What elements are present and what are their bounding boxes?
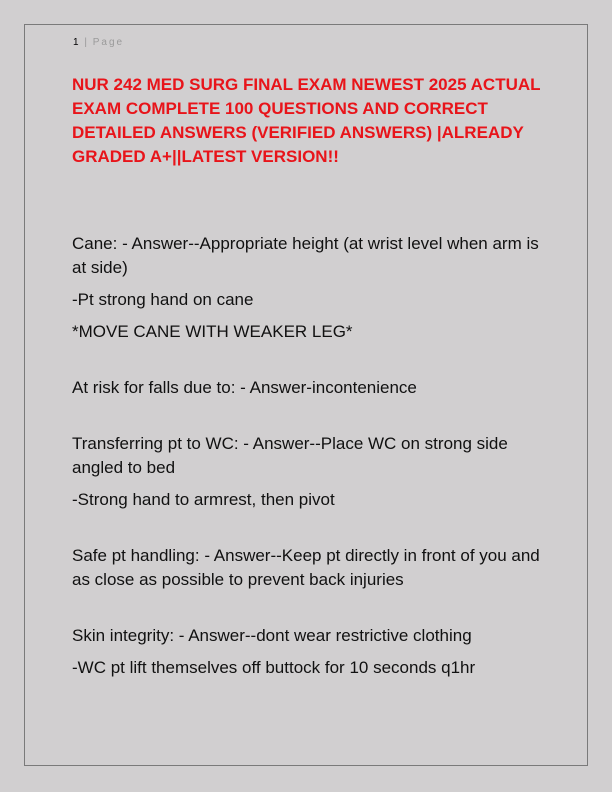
qa-line: Skin integrity: - Answer--dont wear restrictive clothing bbox=[72, 626, 472, 645]
qa-block-skin bbox=[72, 624, 552, 680]
qa-line: -Pt strong hand on cane bbox=[72, 290, 254, 309]
page-number-header bbox=[73, 37, 124, 48]
qa-line: -Strong hand to armrest, then pivot bbox=[72, 490, 335, 509]
qa-line: Safe pt handling: - Answer--Keep pt directly in front of you and as close as possible to prevent back injuries bbox=[72, 546, 540, 589]
qa-line: Transferring pt to WC: - Answer--Place WC on strong side angled to bed bbox=[72, 434, 508, 477]
page-word: Page bbox=[92, 37, 125, 48]
page-separator: | bbox=[84, 37, 88, 48]
qa-block-falls bbox=[72, 376, 552, 400]
qa-block-cane bbox=[72, 232, 552, 344]
document-title: NUR 242 MED SURG FINAL EXAM NEWEST 2025 ACTUAL EXAM COMPLETE 100 QUESTIONS AND CORRECT DETAILED ANSWERS (VERIFIED ANSWERS) |ALREADY GRADED A+||LATEST VERSION!! bbox=[72, 75, 541, 166]
qa-block-transfer bbox=[72, 432, 552, 512]
qa-line: At risk for falls due to: - Answer-incontenience bbox=[72, 378, 417, 397]
qa-line: -WC pt lift themselves off buttock for 10 seconds q1hr bbox=[72, 658, 476, 677]
document-page bbox=[24, 24, 588, 766]
qa-line: *MOVE CANE WITH WEAKER LEG* bbox=[72, 322, 353, 341]
qa-block-handling bbox=[72, 544, 552, 592]
qa-content bbox=[72, 232, 552, 712]
page-number: 1 bbox=[73, 37, 80, 48]
qa-line: Cane: - Answer--Appropriate height (at wrist level when arm is at side) bbox=[72, 234, 539, 277]
